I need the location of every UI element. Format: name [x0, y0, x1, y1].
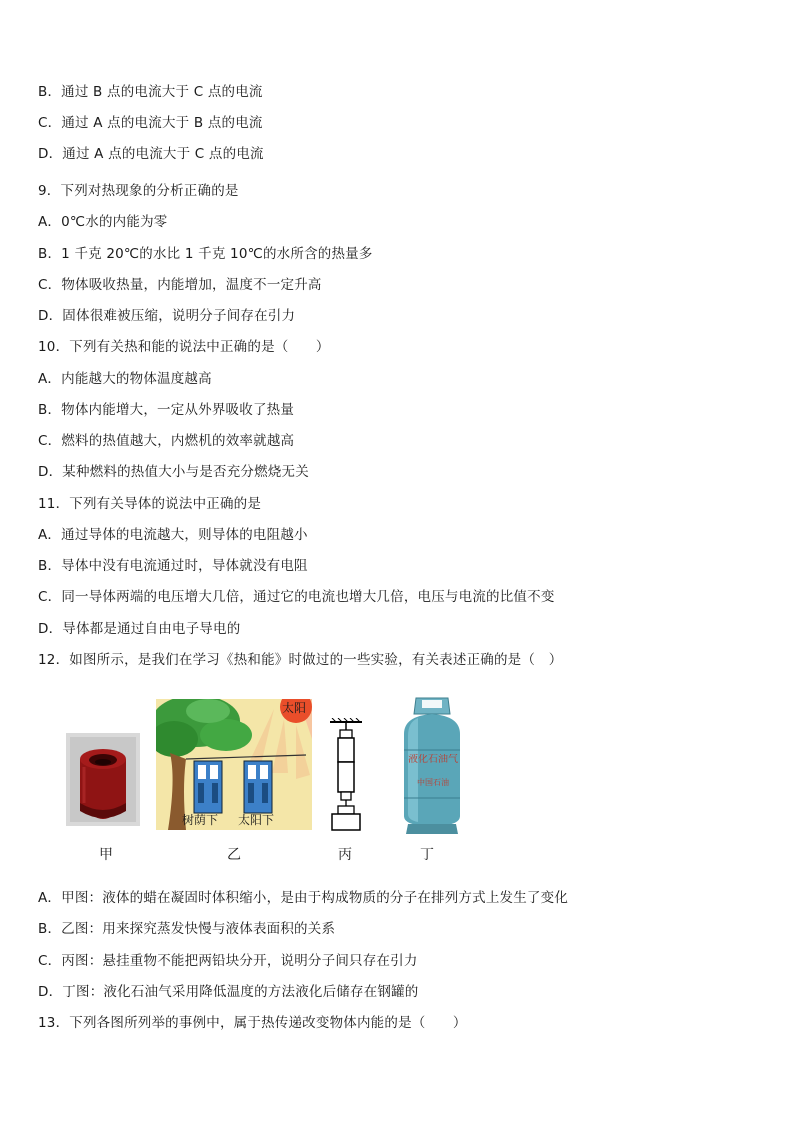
figure-yi-evaporation — [156, 699, 312, 830]
q12-stem: 12．如图所示，是我们在学习《热和能》时做过的一些实验，有关表述正确的是（ ） — [38, 652, 563, 668]
q10-option-d: D．某种燃料的热值大小与是否充分燃烧无关 — [38, 464, 309, 480]
figure-jia-caption: 甲 — [99, 847, 113, 863]
figure-ding-tank-label: 液化石油气 — [408, 754, 458, 765]
q8-option-c: C．通过 A 点的电流大于 B 点的电流 — [38, 115, 263, 131]
figure-bing-caption: 丙 — [338, 847, 352, 863]
figure-ding-tank-small-label: 中国石油 — [417, 778, 449, 787]
figure-yi-caption: 乙 — [227, 847, 241, 863]
q10-option-b: B．物体内能增大，一定从外界吸收了热量 — [38, 402, 295, 418]
q10-stem: 10．下列有关热和能的说法中正确的是（ ） — [38, 339, 330, 355]
q12-option-b: B．乙图：用来探究蒸发快慢与液体表面积的关系 — [38, 921, 336, 937]
q12-option-d: D．丁图：液化石油气采用降低温度的方法液化后储存在钢罐的 — [38, 984, 419, 1000]
q12-option-c: C．丙图：悬挂重物不能把两铅块分开，说明分子间只存在引力 — [38, 953, 418, 969]
q11-stem: 11．下列有关导体的说法中正确的是 — [38, 496, 262, 512]
q9-option-a: A．0℃水的内能为零 — [38, 214, 168, 230]
q12-option-a: A．甲图：液体的蜡在凝固时体积缩小，是由于构成物质的分子在排列方式上发生了变化 — [38, 890, 569, 906]
figure-yi-drawing — [156, 699, 312, 830]
figure-ding-lpg-tank — [398, 694, 466, 834]
q11-option-a: A．通过导体的电流越大，则导体的电阻越小 — [38, 527, 308, 543]
q9-option-d: D．固体很难被压缩，说明分子间存在引力 — [38, 308, 296, 324]
q9-stem: 9．下列对热现象的分析正确的是 — [38, 183, 239, 199]
q10-option-c: C．燃料的热值越大，内燃机的效率就越高 — [38, 433, 295, 449]
q9-option-c: C．物体吸收热量，内能增加，温度不一定升高 — [38, 277, 322, 293]
figure-jia-wax-cup — [66, 733, 140, 826]
q13-stem: 13．下列各图所列举的事例中，属于热传递改变物体内能的是（ ） — [38, 1015, 467, 1031]
q11-option-c: C．同一导体两端的电压增大几倍，通过它的电流也增大几倍，电压与电流的比值不变 — [38, 589, 555, 605]
q8-option-b: B．通过 B 点的电流大于 C 点的电流 — [38, 84, 263, 100]
q11-option-d: D．导体都是通过自由电子导电的 — [38, 621, 241, 637]
figure-yi-shade-label: 树荫下 — [182, 813, 219, 827]
q8-option-d: D．通过 A 点的电流大于 C 点的电流 — [38, 146, 264, 162]
figure-ding-caption: 丁 — [420, 847, 434, 863]
q11-option-b: B．导体中没有电流通过时，导体就没有电阻 — [38, 558, 308, 574]
figure-yi-sunlit-label: 太阳下 — [238, 813, 275, 827]
figure-yi-sun-label: 太阳 — [282, 701, 307, 715]
q9-option-b: B．1 千克 20℃的水比 1 千克 10℃的水所含的热量多 — [38, 246, 373, 262]
q10-option-a: A．内能越大的物体温度越高 — [38, 371, 212, 387]
figure-bing-lead-blocks — [328, 718, 364, 832]
